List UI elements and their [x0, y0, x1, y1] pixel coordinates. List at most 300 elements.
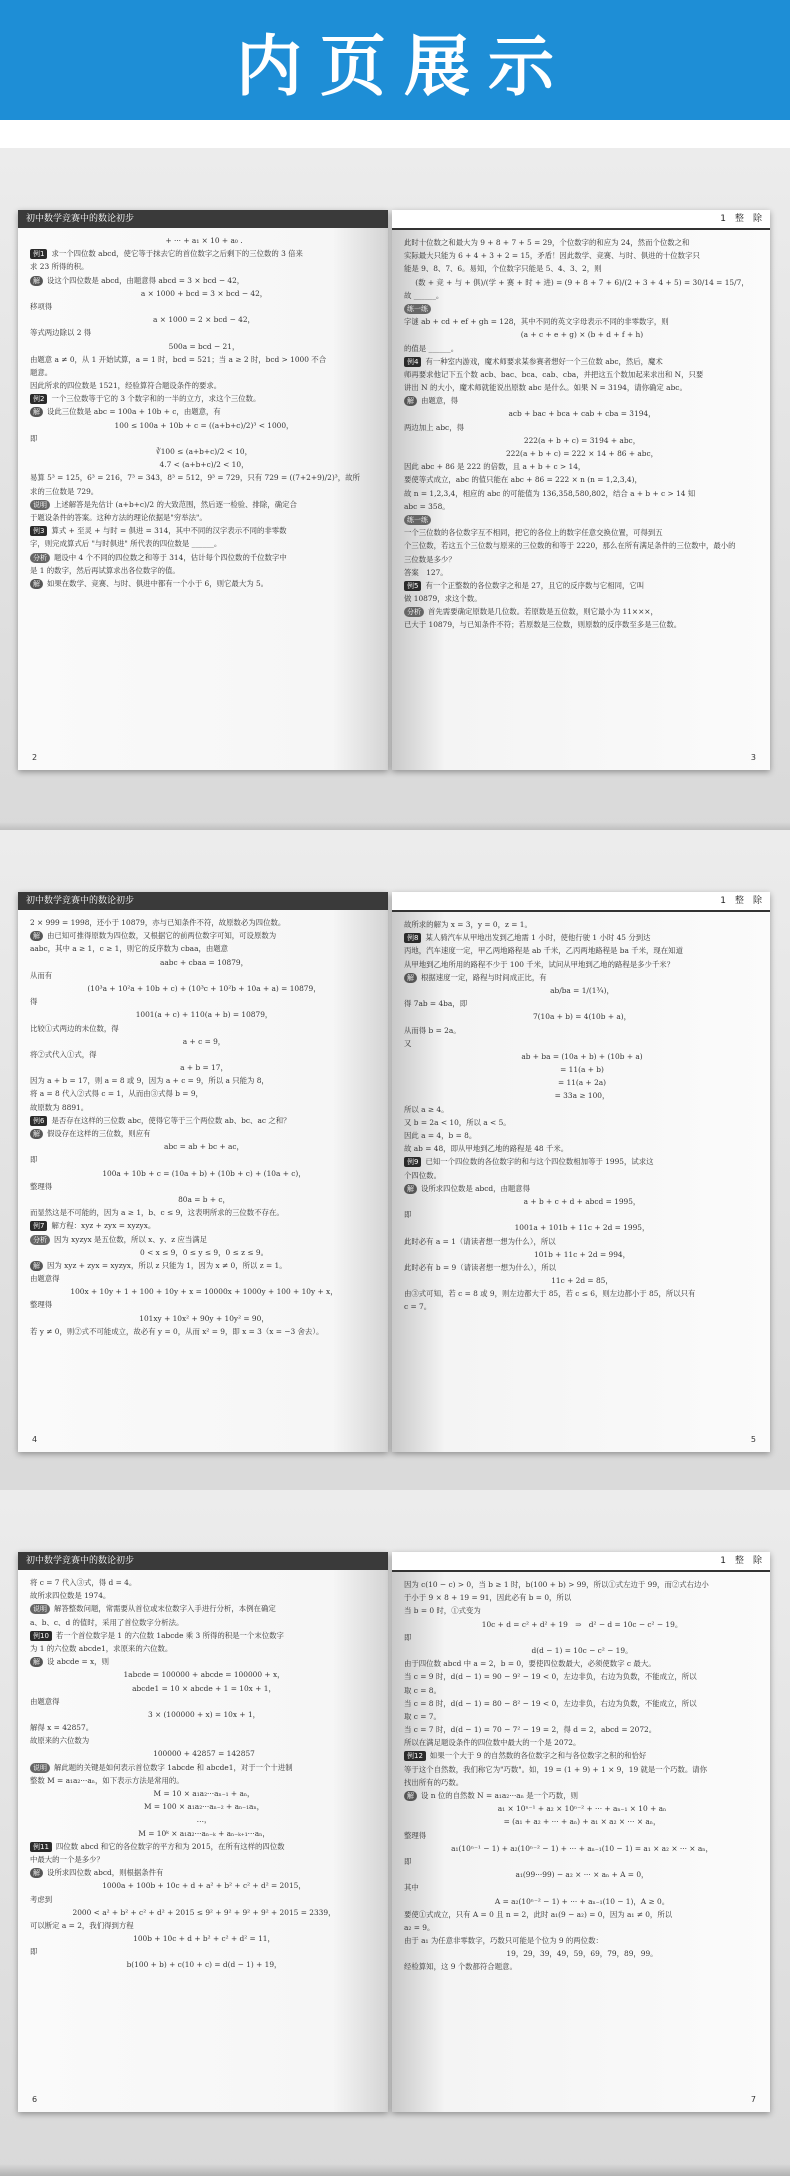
running-head: 初中数学竞赛中的数论初步 [18, 1552, 388, 1570]
text-line [30, 916, 378, 929]
line-text: (数 + 竞 + 与 + 俱)/(学 + 赛 + 时 + 进) = (9 + 8 + 7 + 6)/(2 + 3 + 4 + 5) = 30/14 = 15/7， [415, 277, 749, 287]
line-text: 个三位数，若这五个三位数与原来的三位数的和等于 2220，那么在所有满足条件的三位数中，最小的 [404, 541, 736, 551]
text-line [404, 487, 760, 500]
line-text: 19，29，39，49，59，69，79，89，99。 [506, 1949, 658, 1959]
example-label: 解 [404, 396, 417, 406]
line-text: 由题意得 [30, 1274, 60, 1284]
example-label: 例8 [404, 933, 421, 943]
line-text: 从而有 [30, 970, 53, 980]
line-text: 100 ≤ 100a + 10b + c = ((a+b+c)/2)³ < 1000， [114, 420, 294, 430]
line-text: 于题设条件的答案。这种方法的理论依据是"穷举法"。 [30, 512, 207, 522]
text-line [30, 1272, 378, 1285]
line-text: 由题意 a ≠ 0，从 1 开始试算，a = 1 时，bcd = 521；当 a ≥ 2 时，bcd > 1000 不合 [30, 354, 327, 364]
line-text: 求一个四位数 abcd，使它等于抹去它的首位数字之后剩下的三位数的 3 倍来 [51, 249, 303, 259]
line-text: 整理得 [30, 1300, 53, 1310]
text-line [404, 1815, 760, 1828]
text-line [404, 931, 760, 944]
line-text: 比较①式两边的未位数，得 [30, 1023, 119, 1033]
line-text: 100b + 10c + d + b² + c² + d² = 11， [133, 1934, 275, 1944]
text-line [30, 1893, 378, 1906]
line-text: 1000a + 100b + 10c + d + a² + b² + c² + d² = 2015， [102, 1881, 306, 1891]
line-text: 100a + 10b + c = (10a + b) + (10b + c) + (10a + c)， [102, 1168, 306, 1178]
example-label: 例9 [404, 1157, 421, 1167]
line-text: 7(10a + b) = 4(10b + a)， [532, 1012, 632, 1022]
text-line [30, 969, 378, 982]
left-page [18, 1552, 388, 2112]
text-line [30, 1774, 378, 1787]
text-line [30, 498, 378, 511]
line-text: ∛100 ≤ (a+b+c)/2 < 10， [155, 447, 252, 456]
text-line [404, 1089, 760, 1102]
line-text: 已知一个四位数的各位数字的和与这个四位数相加等于 1995，试求这 [425, 1157, 654, 1167]
example-label: 例4 [404, 357, 421, 367]
text-line [30, 1945, 378, 1958]
line-text: 100000 + 42857 = 142857 [153, 1749, 255, 1759]
line-text: 此时必有 b = 9（请读者想一想为什么），所以 [404, 1262, 557, 1272]
line-text: 因为 c(10 − c) > 0，当 b ≥ 1 时，b(100 + b) > 99，所以①式左边于 99，而②式右边小 [404, 1580, 709, 1589]
text-line [404, 1076, 760, 1089]
text-line [404, 1578, 760, 1591]
text-line [30, 1708, 378, 1721]
text-line [30, 1919, 378, 1932]
example-label: 说明 [30, 1763, 50, 1773]
line-text: 实际最大只能为 6 + 4 + 3 + 2 = 15，矛盾！因此数学、竞赛、与时、俱进的十位数字只 [404, 251, 700, 261]
line-text: 字谜 ab + cd + ef + gh = 128，其中不同的英文字母表示不同的非零数字，则 [404, 317, 669, 327]
line-text: 所以在满足题设条件的四位数中最大的一个是 2072。 [404, 1738, 581, 1748]
line-text: 解此题的关键是如何表示首位数字 1abcde 和 abcde1，对于一个十进制 [54, 1762, 293, 1772]
text-line [30, 1866, 378, 1879]
text-line [404, 1063, 760, 1076]
text-line [404, 1261, 760, 1274]
example-label: 解 [404, 973, 417, 983]
text-line [30, 1840, 378, 1853]
line-text: 因为 xyzyx 是五位数，所以 x、y、z 应当满足 [54, 1234, 208, 1244]
page-body [392, 1572, 770, 1974]
line-text: M = 10 × a₁a₂···aₙ₋₁ + aₙ， [153, 1789, 255, 1798]
example-label: 例3 [30, 526, 47, 536]
line-text: 此时十位数之和最大为 9 + 8 + 7 + 5 = 29，个位数字的和应为 24，然而个位数之和 [404, 238, 690, 247]
line-text: 易算 5³ = 125，6³ = 216，7³ = 343，8³ = 512，9³ = 729，只有 729 = ((7+2+9)/2)³，故所 [30, 473, 360, 483]
text-line [30, 551, 378, 564]
line-text: 个四位数。 [404, 1170, 441, 1180]
text-line [404, 1195, 760, 1208]
line-text: 师再要求他记下五个数 acb、bac、bca、cab、cba，并把这五个数加起来求出和 N，只要 [404, 369, 704, 379]
text-line [404, 579, 760, 592]
text-line [404, 276, 760, 289]
example-label: 例1 [30, 249, 47, 259]
line-text: 设 abcde = x，则 [47, 1657, 109, 1667]
text-line [404, 1921, 760, 1934]
line-text: 由题意，得 [421, 396, 458, 406]
line-text: 考虑到 [30, 1894, 53, 1904]
text-line [404, 1908, 760, 1921]
text-line [404, 1129, 760, 1142]
text-line [30, 1800, 378, 1813]
line-text: 3 × (100000 + x) = 10x + 1， [147, 1709, 261, 1719]
text-line [30, 1285, 378, 1298]
text-line [404, 1142, 760, 1155]
text-line [30, 1695, 378, 1708]
line-text: 讲出 N 的大小，魔术师就能说出原数 abc 是什么。如果 N = 3194，请你确定 abc。 [404, 383, 687, 393]
text-line [404, 407, 760, 420]
text-line [404, 1829, 760, 1842]
line-text: 80a = b + c， [178, 1194, 230, 1204]
line-text: abc = 358。 [404, 501, 450, 511]
text-line [404, 618, 760, 631]
text-line [404, 328, 760, 341]
example-label: 解 [30, 407, 43, 417]
text-line [404, 1842, 760, 1855]
line-text: 如果一个大于 9 的自然数的各位数字之和与各位数字之积的和恰好 [429, 1751, 647, 1761]
line-text: 又 [404, 1038, 412, 1048]
text-line [30, 1022, 378, 1035]
text-line [404, 434, 760, 447]
text-line [30, 1576, 378, 1589]
example-label: 解 [404, 1184, 417, 1194]
line-text: 等式两边除以 2 得 [30, 328, 92, 338]
text-line [30, 1180, 378, 1193]
line-text: abcde1 = 10 × abcde + 1 = 10x + 1， [132, 1683, 276, 1693]
text-line [404, 984, 760, 997]
line-text: 将 c = 7 代入③式，得 d = 4。 [30, 1578, 137, 1587]
example-label: 解 [30, 276, 43, 286]
text-line [30, 1048, 378, 1061]
text-line [30, 340, 378, 353]
text-line [404, 315, 760, 328]
line-text: abc = ab + bc + ac， [164, 1142, 244, 1152]
line-text: 因此 a = 4，b = 8。 [404, 1131, 477, 1140]
text-line [404, 302, 760, 315]
line-text: 由③式可知，若 c = 8 或 9，则左边都大于 85，若 c ≤ 6，则左边都小于 85，所以只有 [404, 1289, 696, 1299]
line-text: …， [196, 1815, 212, 1825]
text-line [404, 1591, 760, 1604]
text-line [30, 1087, 378, 1100]
page-number: 3 [750, 753, 756, 762]
running-head: 初中数学竞赛中的数论初步 [18, 210, 388, 228]
line-text: 2 × 999 = 1998，还小于 10879，亦与已知条件不符，故原数必为四位数。 [30, 918, 286, 927]
text-line [404, 958, 760, 971]
line-text: a₁ × 10ⁿ⁻¹ + a₂ × 10ⁿ⁻² + ··· + aₙ₋₁ × 10 + aₙ [497, 1804, 667, 1814]
line-text: a × 1000 = 2 × bcd − 42， [153, 315, 255, 325]
line-text: 求 23 所得的积。 [30, 262, 89, 272]
example-label: 例11 [30, 1842, 52, 1852]
line-text: 即 [404, 1856, 412, 1866]
line-text: 500a = bcd − 21， [168, 341, 240, 351]
text-line [30, 1114, 378, 1127]
text-line [404, 1723, 760, 1736]
line-text: a + b + c + d + abcd = 1995， [523, 1196, 641, 1206]
line-text: 要使等式成立，abc 的值只能在 abc + 86 = 222 × n (n = 1,2,3,4)， [404, 475, 642, 485]
left-page [18, 892, 388, 1452]
line-text: 此时必有 a = 1（请读者想一想为什么），所以 [404, 1236, 556, 1246]
text-line [30, 942, 378, 955]
text-line [404, 1604, 760, 1617]
line-text: (10³a + 10²a + 10b + c) + (10³c + 10²b + 10a + a) = 10879， [87, 983, 321, 993]
text-line [30, 274, 378, 287]
example-label: 解 [30, 1129, 43, 1139]
line-text: + ··· + a₁ × 10 + a₀ . [165, 236, 243, 245]
text-line [404, 1116, 760, 1129]
text-line [30, 353, 378, 366]
line-text: 要使①式成立，只有 A = 0 且 n = 2，此时 a₁(9 − a₂) = 0，因为 a₁ ≠ 0，所以 [404, 1909, 673, 1919]
line-text: 等于这个自然数，我们称它为"巧数"。如，19 = (1 + 9) + 1 × 9，19 就是一个巧数。请你 [404, 1764, 708, 1774]
line-text: 如果在数学、竞赛、与时、俱进中都有一个小于 6，则它最大为 5。 [47, 578, 269, 588]
text-line [404, 1881, 760, 1894]
line-text: 故原来的六位数为 [30, 1736, 90, 1746]
text-line [30, 995, 378, 1008]
text-line [30, 1761, 378, 1774]
text-line [30, 1906, 378, 1919]
line-text: a × 1000 + bcd = 3 × bcd − 42， [140, 288, 268, 298]
text-line [404, 289, 760, 302]
example-label: 例5 [404, 581, 421, 591]
line-text: 将②式代入①式，得 [30, 1049, 97, 1059]
line-text: 假设存在这样的三位数，则应有 [47, 1129, 151, 1138]
line-text: 解答整数问题，常需要从首位或末位数字入手进行分析，本例在确定 [54, 1604, 276, 1614]
text-line [404, 500, 760, 513]
text-line [30, 564, 378, 577]
banner-title: 内页展示 [236, 27, 572, 105]
text-line [30, 1932, 378, 1945]
page-number: 4 [32, 1435, 38, 1444]
line-text: 经检算知，这 9 个数都符合题意。 [404, 1962, 517, 1972]
text-line [404, 918, 760, 931]
line-text: 取 c = 8。 [404, 1685, 441, 1695]
text-line [404, 460, 760, 473]
text-line [30, 247, 378, 260]
line-text: 首先需要确定原数是几位数。若原数是五位数，则它最小为 11×××， [428, 607, 658, 617]
line-text: 故原数为 8891。 [30, 1102, 89, 1112]
text-line [30, 1298, 378, 1311]
text-line [404, 1749, 760, 1762]
line-text: 是否存在这样的三位数 abc，使得它等于三个两位数 ab、bc、ac 之和？ [51, 1115, 291, 1125]
line-text: 故所求四位数是 1974。 [30, 1591, 111, 1601]
line-text: a₁(10ⁿ⁻¹ − 1) + a₂(10ⁿ⁻² − 1) + ··· + aₙ₋₁(10 − 1) = a₁ × a₂ × ··· × aₙ， [451, 1843, 713, 1853]
text-line [30, 1206, 378, 1219]
text-line [30, 1193, 378, 1206]
line-text: 当 c = 8 时，d(d − 1) = 80 − 8² − 19 < 0，左边非负，右边为负数，不能成立，所以 [404, 1698, 697, 1708]
text-line [30, 1008, 378, 1021]
line-text: ab + ba = (10a + b) + (10b + a) [521, 1051, 643, 1061]
running-head: 初中数学竞赛中的数论初步 [18, 892, 388, 910]
text-line [404, 553, 760, 566]
page-body [18, 1570, 388, 1972]
text-line [404, 394, 760, 407]
text-line [404, 342, 760, 355]
line-text: aabc + cbaa = 10879， [159, 957, 249, 967]
book-spread-2 [0, 830, 790, 1516]
text-line [30, 379, 378, 392]
example-label: 分析 [404, 607, 424, 617]
line-text: d(d − 1) = 10c − c² − 19。 [531, 1645, 633, 1655]
line-text: 得 7ab = 4ba，即 [404, 999, 468, 1009]
line-text: 中最大的一个是多少？ [30, 1854, 104, 1864]
text-line [30, 524, 378, 537]
line-text: a₁(99···99) − a₂ × ··· × aₙ + A = 0， [515, 1870, 649, 1880]
line-text: 由于 a₁ 为任意非零数字，巧数只可能是个位为 9 的两位数： [404, 1936, 603, 1946]
line-text: 故 ab = 48，即从甲地到乙地的路程是 48 千米。 [404, 1144, 569, 1154]
page-body [18, 910, 388, 1338]
text-line [30, 471, 378, 484]
text-line [404, 447, 760, 460]
text-line [404, 539, 760, 552]
line-text: 某人骑汽车从甲地出发到乙地需 1 小时，使他行驶 1 小时 45 分到达 [425, 933, 651, 943]
line-text: aabc，其中 a ≥ 1，c ≥ 1，则它的反序数为 cbaa，由题意 [30, 944, 229, 954]
text-line [404, 1763, 760, 1776]
text-line [30, 1219, 378, 1232]
line-text: 由于四位数 abcd 中 a = 2，b = 0，要使四位数最大，必须使数字 c 最大。 [404, 1659, 656, 1669]
line-text: 1001a + 101b + 11c + 2d = 1995， [514, 1223, 650, 1233]
text-line [30, 1153, 378, 1166]
page-body [18, 228, 388, 590]
line-text: ab/ba = 1/(1¾)， [550, 985, 614, 995]
text-line [404, 249, 760, 262]
text-line [404, 473, 760, 486]
line-text: 即 [30, 1155, 38, 1165]
text-line [30, 1167, 378, 1180]
example-label: 例2 [30, 394, 47, 404]
text-line [30, 300, 378, 313]
line-text: 设所求四位数 abcd，则根据条件有 [47, 1868, 164, 1878]
example-label: 说明 [30, 500, 50, 510]
line-text: b(100 + b) + c(10 + c) = d(d − 1) + 19， [126, 1960, 282, 1970]
text-line [404, 1868, 760, 1881]
line-text: 解方程：xyz + zyx = xyzyx。 [51, 1221, 156, 1231]
text-line [404, 526, 760, 539]
text-line [404, 1657, 760, 1670]
line-text: 4.7 < (a+b+c)/2 < 10， [159, 460, 249, 470]
line-text: 整理得 [30, 1181, 53, 1191]
text-line [30, 1668, 378, 1681]
example-label: 例6 [30, 1116, 47, 1126]
text-line [30, 1325, 378, 1338]
text-line [30, 537, 378, 550]
text-line [30, 1853, 378, 1866]
line-text: 即 [404, 1632, 412, 1642]
text-line [404, 513, 760, 526]
book-spread-1 [0, 148, 790, 834]
text-line [404, 1670, 760, 1683]
text-line [30, 1312, 378, 1325]
text-line [30, 982, 378, 995]
line-text: 即 [404, 1210, 412, 1220]
text-line [404, 1960, 760, 1973]
line-text: 做 10879，求这个数。 [404, 594, 482, 604]
text-line [30, 1827, 378, 1840]
text-line [404, 1024, 760, 1037]
text-line [30, 1813, 378, 1826]
text-line [30, 1602, 378, 1615]
running-head: 1 整 除 [392, 892, 770, 912]
text-line [404, 1934, 760, 1947]
line-text: 解得 x = 42857。 [30, 1723, 94, 1733]
header-banner [0, 0, 790, 120]
text-line [404, 1221, 760, 1234]
text-line [404, 1631, 760, 1644]
line-text: 因为 xyz + zyx = xyzyx，所以 z 只能为 1，因为 x ≠ 0，所以 z = 1。 [47, 1260, 287, 1270]
example-label: 解 [30, 1657, 43, 1667]
line-text: 当 c = 7 时，d(d − 1) = 70 − 7² − 19 = 2，得 d = 2，abcd = 2072。 [404, 1725, 657, 1735]
text-line [404, 971, 760, 984]
line-text: 因此 abc + 86 是 222 的倍数，且 a + b + c > 14， [404, 462, 586, 472]
line-text: a + c = 9， [182, 1036, 226, 1046]
text-line [404, 1103, 760, 1116]
line-text: 整数 M = a₁a₂···aₙ，如下表示方法是常用的。 [30, 1775, 184, 1785]
line-text: = 11(a + b) [560, 1065, 604, 1075]
text-line [30, 1721, 378, 1734]
line-text: 字，则完成算式后 "与时俱进" 所代表的四位数是 ______。 [30, 539, 222, 549]
text-line [30, 956, 378, 969]
line-text: 10c + d = c² + d² + 19 ⇒ d² − d = 10c − c² − 19。 [481, 1619, 683, 1629]
text-line [30, 458, 378, 471]
line-text: 而显然这是不可能的，因为 a ≥ 1，b、c ≤ 9，这表明所求的三位数不存在。 [30, 1208, 284, 1218]
text-line [404, 1710, 760, 1723]
text-line [404, 1248, 760, 1261]
text-line [30, 577, 378, 590]
line-text: 根据速度一定，路程与时间成正比，有 [421, 972, 547, 982]
line-text: 所以 a ≥ 4。 [404, 1104, 449, 1114]
page-number: 7 [750, 2095, 756, 2104]
example-label: 解 [30, 931, 43, 941]
book-spread-3 [0, 1490, 790, 2176]
line-text: 101b + 11c + 2d = 994， [534, 1249, 630, 1259]
text-line [404, 592, 760, 605]
page-body [392, 230, 770, 632]
line-text: 其中 [404, 1883, 419, 1893]
line-text: 答案 127。 [404, 567, 448, 577]
line-text: 得 [30, 997, 38, 1007]
text-line [30, 1589, 378, 1602]
line-text: 于小于 9 × 8 + 19 = 91，因此必有 b = 0，所以 [404, 1593, 572, 1603]
text-line [30, 1140, 378, 1153]
text-line [30, 1642, 378, 1655]
line-text: 若 y ≠ 0，则②式不可能成立，故必有 y = 0，从而 x² = 9，即 x = 3（x = −3 舍去）。 [30, 1326, 324, 1336]
line-text: 由已知可推得原数为四位数，又根据它的前两位数字可知，可设原数为 [47, 931, 277, 941]
text-line [30, 313, 378, 326]
line-text: 11c + 2d = 85， [551, 1276, 613, 1286]
page-number: 2 [32, 753, 38, 762]
text-line [30, 511, 378, 524]
text-line [30, 485, 378, 498]
line-text: 故 n = 1,2,3,4，相应的 abc 的可能值为 136,358,580,802，结合 a + b + c > 14 知 [404, 488, 696, 498]
line-text: 1abcde = 100000 + abcde = 100000 + x， [123, 1670, 285, 1680]
line-text: 2000 < a² + b² + c² + d² + 2015 ≤ 9² + 9² + 9² + 9² + 2015 = 2339， [72, 1907, 336, 1917]
text-line [404, 1697, 760, 1710]
line-text: 即 [30, 1947, 38, 1957]
text-line [30, 432, 378, 445]
text-line [404, 1895, 760, 1908]
line-text: 找出所有的巧数。 [404, 1777, 464, 1787]
line-text: 0 < x ≤ 9，0 ≤ y ≤ 9，0 ≤ z ≤ 9。 [140, 1247, 268, 1257]
line-text: 三位数是多少？ [404, 554, 456, 564]
example-label: 说明 [30, 1604, 50, 1614]
line-text: 由题意得 [30, 1696, 60, 1706]
text-line [30, 445, 378, 458]
example-label: 解 [30, 579, 43, 589]
line-text: = (a₁ + a₂ + ··· + aₙ) + a₁ × a₂ × ··· × aₙ， [503, 1817, 661, 1827]
example-label: 解 [30, 1261, 43, 1271]
line-text: 一个三位数的各位数字互不相同，把它的各位上的数字任意交换位置，可得到五 [404, 528, 663, 538]
text-line [404, 1208, 760, 1221]
line-text: 设所求四位数是 abcd，由题意得 [421, 1183, 531, 1193]
line-text: 移项得 [30, 301, 53, 311]
line-text: 两边加上 abc，得 [404, 422, 464, 432]
text-line [30, 1787, 378, 1800]
text-line [404, 262, 760, 275]
text-line [404, 997, 760, 1010]
line-text: 是 1 的数字，然后再试算求出各位数字的值。 [30, 565, 180, 575]
text-line [30, 1879, 378, 1892]
